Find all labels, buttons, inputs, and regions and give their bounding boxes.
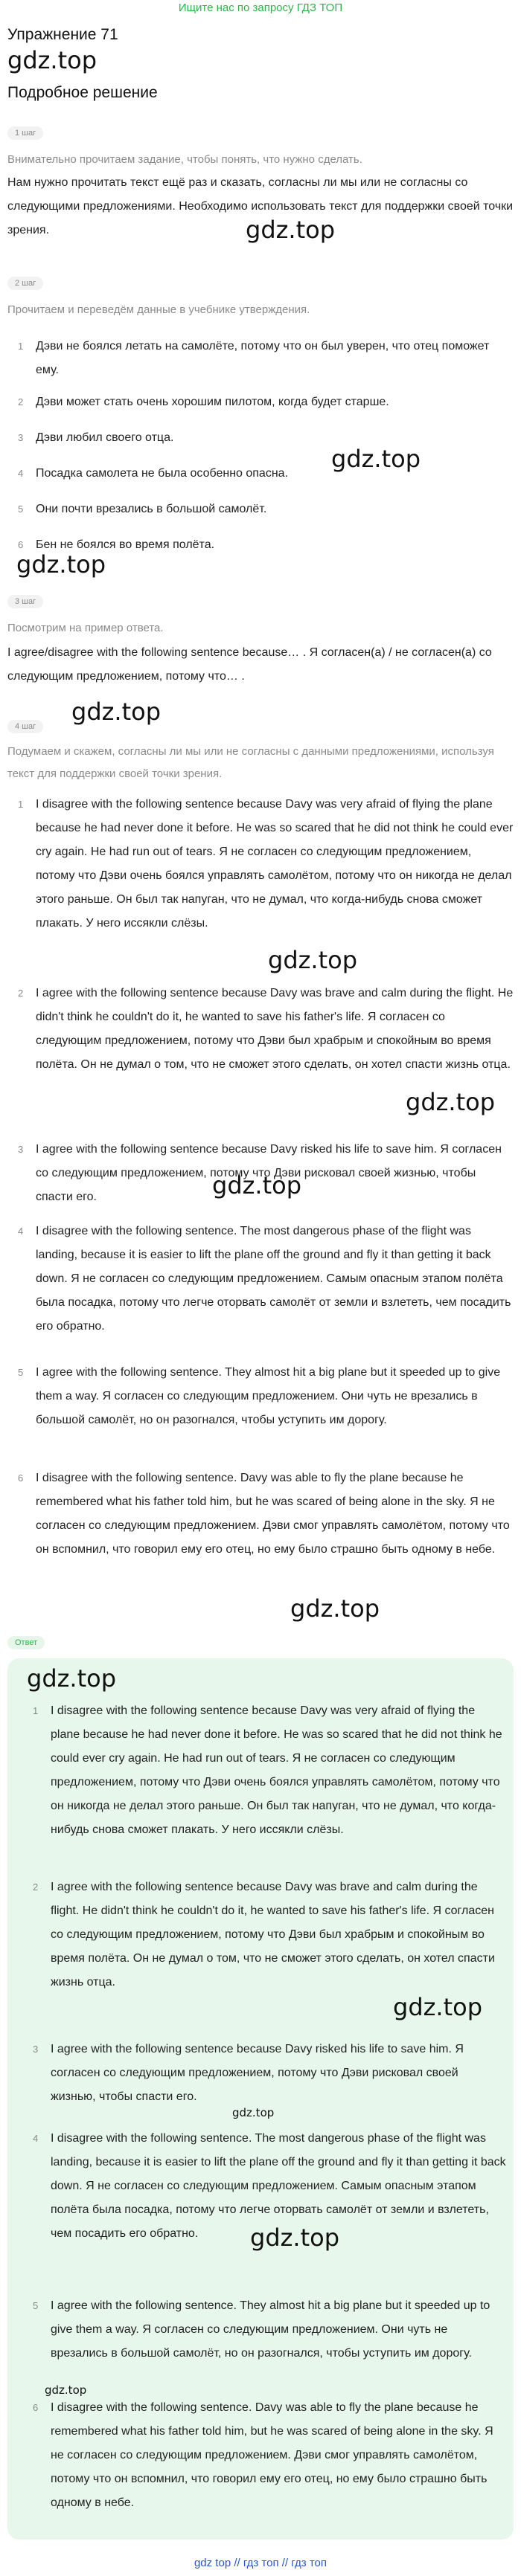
step-badge-1: 1 шаг [7, 126, 43, 140]
watermark: gdz.top [71, 698, 162, 726]
item-number: 5 [33, 2300, 39, 2311]
list-item [7, 1220, 514, 1339]
item-text: I disagree with the following sentence. Davy was able to fly the plane because he remembered what his father told him, but he was scared of being alone in the sky. Я не согласен со следующим предложением. Дэви смог управлять самолётом, потому что он вспомнил, что говорил ему его отец, но ему было страшно быть одному в небе. [51, 2401, 493, 2509]
answer-item [22, 2038, 506, 2109]
item-text: I disagree with the following sentence because Davy was very afraid of flying the plane because he had never done it before. He was so scared that he did not think he could ever cry again. He had run out of tears. Я не согласен со следующим предложением, потому что Дэви очень боялся управлять самолётом, потому что он никогда не делал этого раньше. Он был так напуган, что не думал, что когда-нибудь снова сможет плакать. У него иссякли слёзы. [51, 1704, 502, 1836]
item-text: I agree with the following sentence because Davy was brave and calm during the flight. He didn't think he couldn't do it, he wanted to save his father's life. Я согласен со следующим предложением, потому что Дэви был храбрым и спокойным во время полёта. Он не думал о том, что не сможет этого сделать, он хотел спасти жизнь отца. [36, 987, 514, 1071]
item-number: 2 [33, 1881, 39, 1893]
item-number: 1 [18, 799, 24, 810]
item-text: Бен не боялся во время полёта. [36, 538, 215, 551]
item-text: I agree with the following sentence because Davy was brave and calm during the flight. He didn't think he couldn't do it, he wanted to save his father's life. Я согласен со следующим предложением, потому что Дэви был храбрым и спокойным во время полёта. Он не думал о том, что не сможет этого сделать, он хотел спасти жизнь отца. [51, 1881, 495, 1989]
answer-item [22, 2396, 506, 2539]
item-text: I disagree with the following sentence. The most dangerous phase of the flight was landing, because it is easier to lift the plane off the ground and fly it than getting it back down. Я не согласен со следующим предложением. Самым опасным этапом полёта была посадка, потому что легче оторвать самолёт от земли и взлететь, чем посадить его обратно. [51, 2132, 506, 2240]
step-3-text: I agree/disagree with the following sentence because… . Я согласен(а) / не согласен(а) со следующим предложением, потому что… . [7, 646, 492, 683]
item-text: Дэви не боялся летать на самолёте, потому что он был уверен, что отец поможет ему. [36, 340, 490, 376]
watermark: gdz.top [16, 550, 106, 579]
answer-badge: Ответ [7, 1636, 45, 1649]
step-3-hint: Посмотрим на пример ответа. [7, 622, 164, 634]
watermark: gdz.top [7, 46, 98, 74]
step-badge-2: 2 шаг [7, 277, 43, 290]
list-item [7, 982, 514, 1101]
list-item [7, 1361, 514, 1432]
section-title: Подробное решение [7, 84, 158, 101]
watermark: gdz.top [393, 1993, 483, 2021]
watermark-small: gdz.top [45, 2383, 87, 2397]
exercise-title: Упражнение 71 [7, 26, 118, 43]
item-text: I agree with the following sentence because Davy risked his life to save him. Я согласен со следующим предложением, потому что Дэви рисковал своей жизнью, чтобы спасти его. [51, 2043, 464, 2103]
item-number: 5 [18, 1367, 24, 1378]
item-text: Посадка самолета не была особенно опасна. [36, 467, 289, 480]
step-4-hint: Подумаем и скажем, согласны ли мы или не согласны с данными предложениями, используя текст для поддержки своей точки зрения. [7, 745, 494, 780]
step-1-hint: Внимательно прочитаем задание, чтобы понять, что нужно сделать. [7, 153, 362, 166]
item-number: 6 [33, 2402, 39, 2413]
item-number: 2 [18, 396, 24, 408]
item-text: I agree with the following sentence because Davy risked his life to save him. Я согласен со следующим предложением, потому что Дэви рисковал своей жизнью, чтобы спасти его. [36, 1143, 502, 1203]
item-number: 6 [18, 1472, 24, 1484]
item-text: Они почти врезались в большой самолёт. [36, 503, 267, 515]
answer-item [22, 2294, 506, 2389]
answer-item [22, 1699, 506, 1866]
watermark: gdz.top [331, 445, 421, 473]
item-number: 1 [18, 341, 24, 352]
list-item [7, 498, 514, 521]
list-item [7, 793, 514, 959]
item-text: Дэви любил своего отца. [36, 431, 174, 444]
item-number: 3 [18, 1144, 24, 1155]
footer-links[interactable]: gdz top // гдз топ // гдз топ [194, 2557, 327, 2569]
item-number: 6 [18, 539, 24, 550]
watermark: gdz.top [27, 1664, 117, 1693]
watermark-small: gdz.top [232, 2106, 275, 2119]
watermark: gdz.top [406, 1088, 496, 1116]
item-number: 3 [33, 2044, 39, 2055]
item-text: I agree with the following sentence. They almost hit a big plane but it speeded up to give them a way. Я согласен со следующим предложением. Они чуть не врезались в большой самолёт, но он разогнался, чтобы уступить им дорогу. [36, 1366, 501, 1426]
item-number: 4 [18, 468, 24, 479]
item-text: I disagree with the following sentence because Davy was very afraid of flying the plane because he had never done it before. He was so scared that he did not think he could ever cry again. He had run out of tears. Я не согласен со следующим предложением, потому что Дэви очень боялся управлять самолётом, потому что он никогда не делал этого раньше. Он был так напуган, что не думал, что когда-нибудь снова сможет плакать. У него иссякли слёзы. [36, 798, 514, 930]
item-number: 5 [18, 503, 24, 515]
watermark: gdz.top [250, 2224, 340, 2252]
step-2-hint: Прочитаем и переведём данные в учебнике утверждения. [7, 303, 310, 316]
item-number: 4 [18, 1226, 24, 1237]
list-item [7, 390, 514, 414]
watermark: gdz.top [290, 1594, 380, 1623]
item-text: I disagree with the following sentence. The most dangerous phase of the flight was landing, because it is easier to lift the plane off the ground and fly it than getting it back down. Я не согласен со следующим предложением. Самым опасным этапом полёта была посадка, потому что легче оторвать самолёт от земли и взлететь, чем посадить его обратно. [36, 1225, 511, 1333]
item-text: Дэви может стать очень хорошим пилотом, когда будет старше. [36, 396, 389, 408]
item-number: 2 [18, 988, 24, 999]
top-search-link[interactable]: Ищите нас по запросу ГДЗ ТОП [178, 1, 343, 14]
item-text: I agree with the following sentence. They almost hit a big plane but it speeded up to give them a way. Я согласен со следующим предложением. Они чуть не врезались в большой самолёт, но он разогнался, чтобы уступить им дорогу. [51, 2299, 490, 2360]
item-text: I disagree with the following sentence. Davy was able to fly the plane because he remembered what his father told him, but he was scared of being alone in the sky. Я не согласен со следующим предложением. Дэви смог управлять самолётом, потому что он вспомнил, что говорил ему его отец, но ему было страшно быть одному в небе. [36, 1472, 510, 1556]
watermark: gdz.top [268, 946, 358, 974]
item-number: 1 [33, 1705, 39, 1716]
item-number: 3 [18, 432, 24, 443]
list-item [7, 462, 514, 486]
step-badge-3: 3 шаг [7, 595, 43, 608]
item-number: 4 [33, 2133, 39, 2144]
step-1-text: Нам нужно прочитать текст ещё раз и сказать, согласны ли мы или не согласны со следующими предложениями. Необходимо использовать текст для поддержки своей точки зрения. [7, 176, 514, 236]
watermark: gdz.top [212, 1171, 302, 1200]
step-badge-4: 4 шаг [7, 720, 43, 733]
list-item [7, 335, 514, 382]
watermark: gdz.top [246, 216, 336, 244]
list-item [7, 426, 514, 450]
list-item [7, 1466, 514, 1562]
